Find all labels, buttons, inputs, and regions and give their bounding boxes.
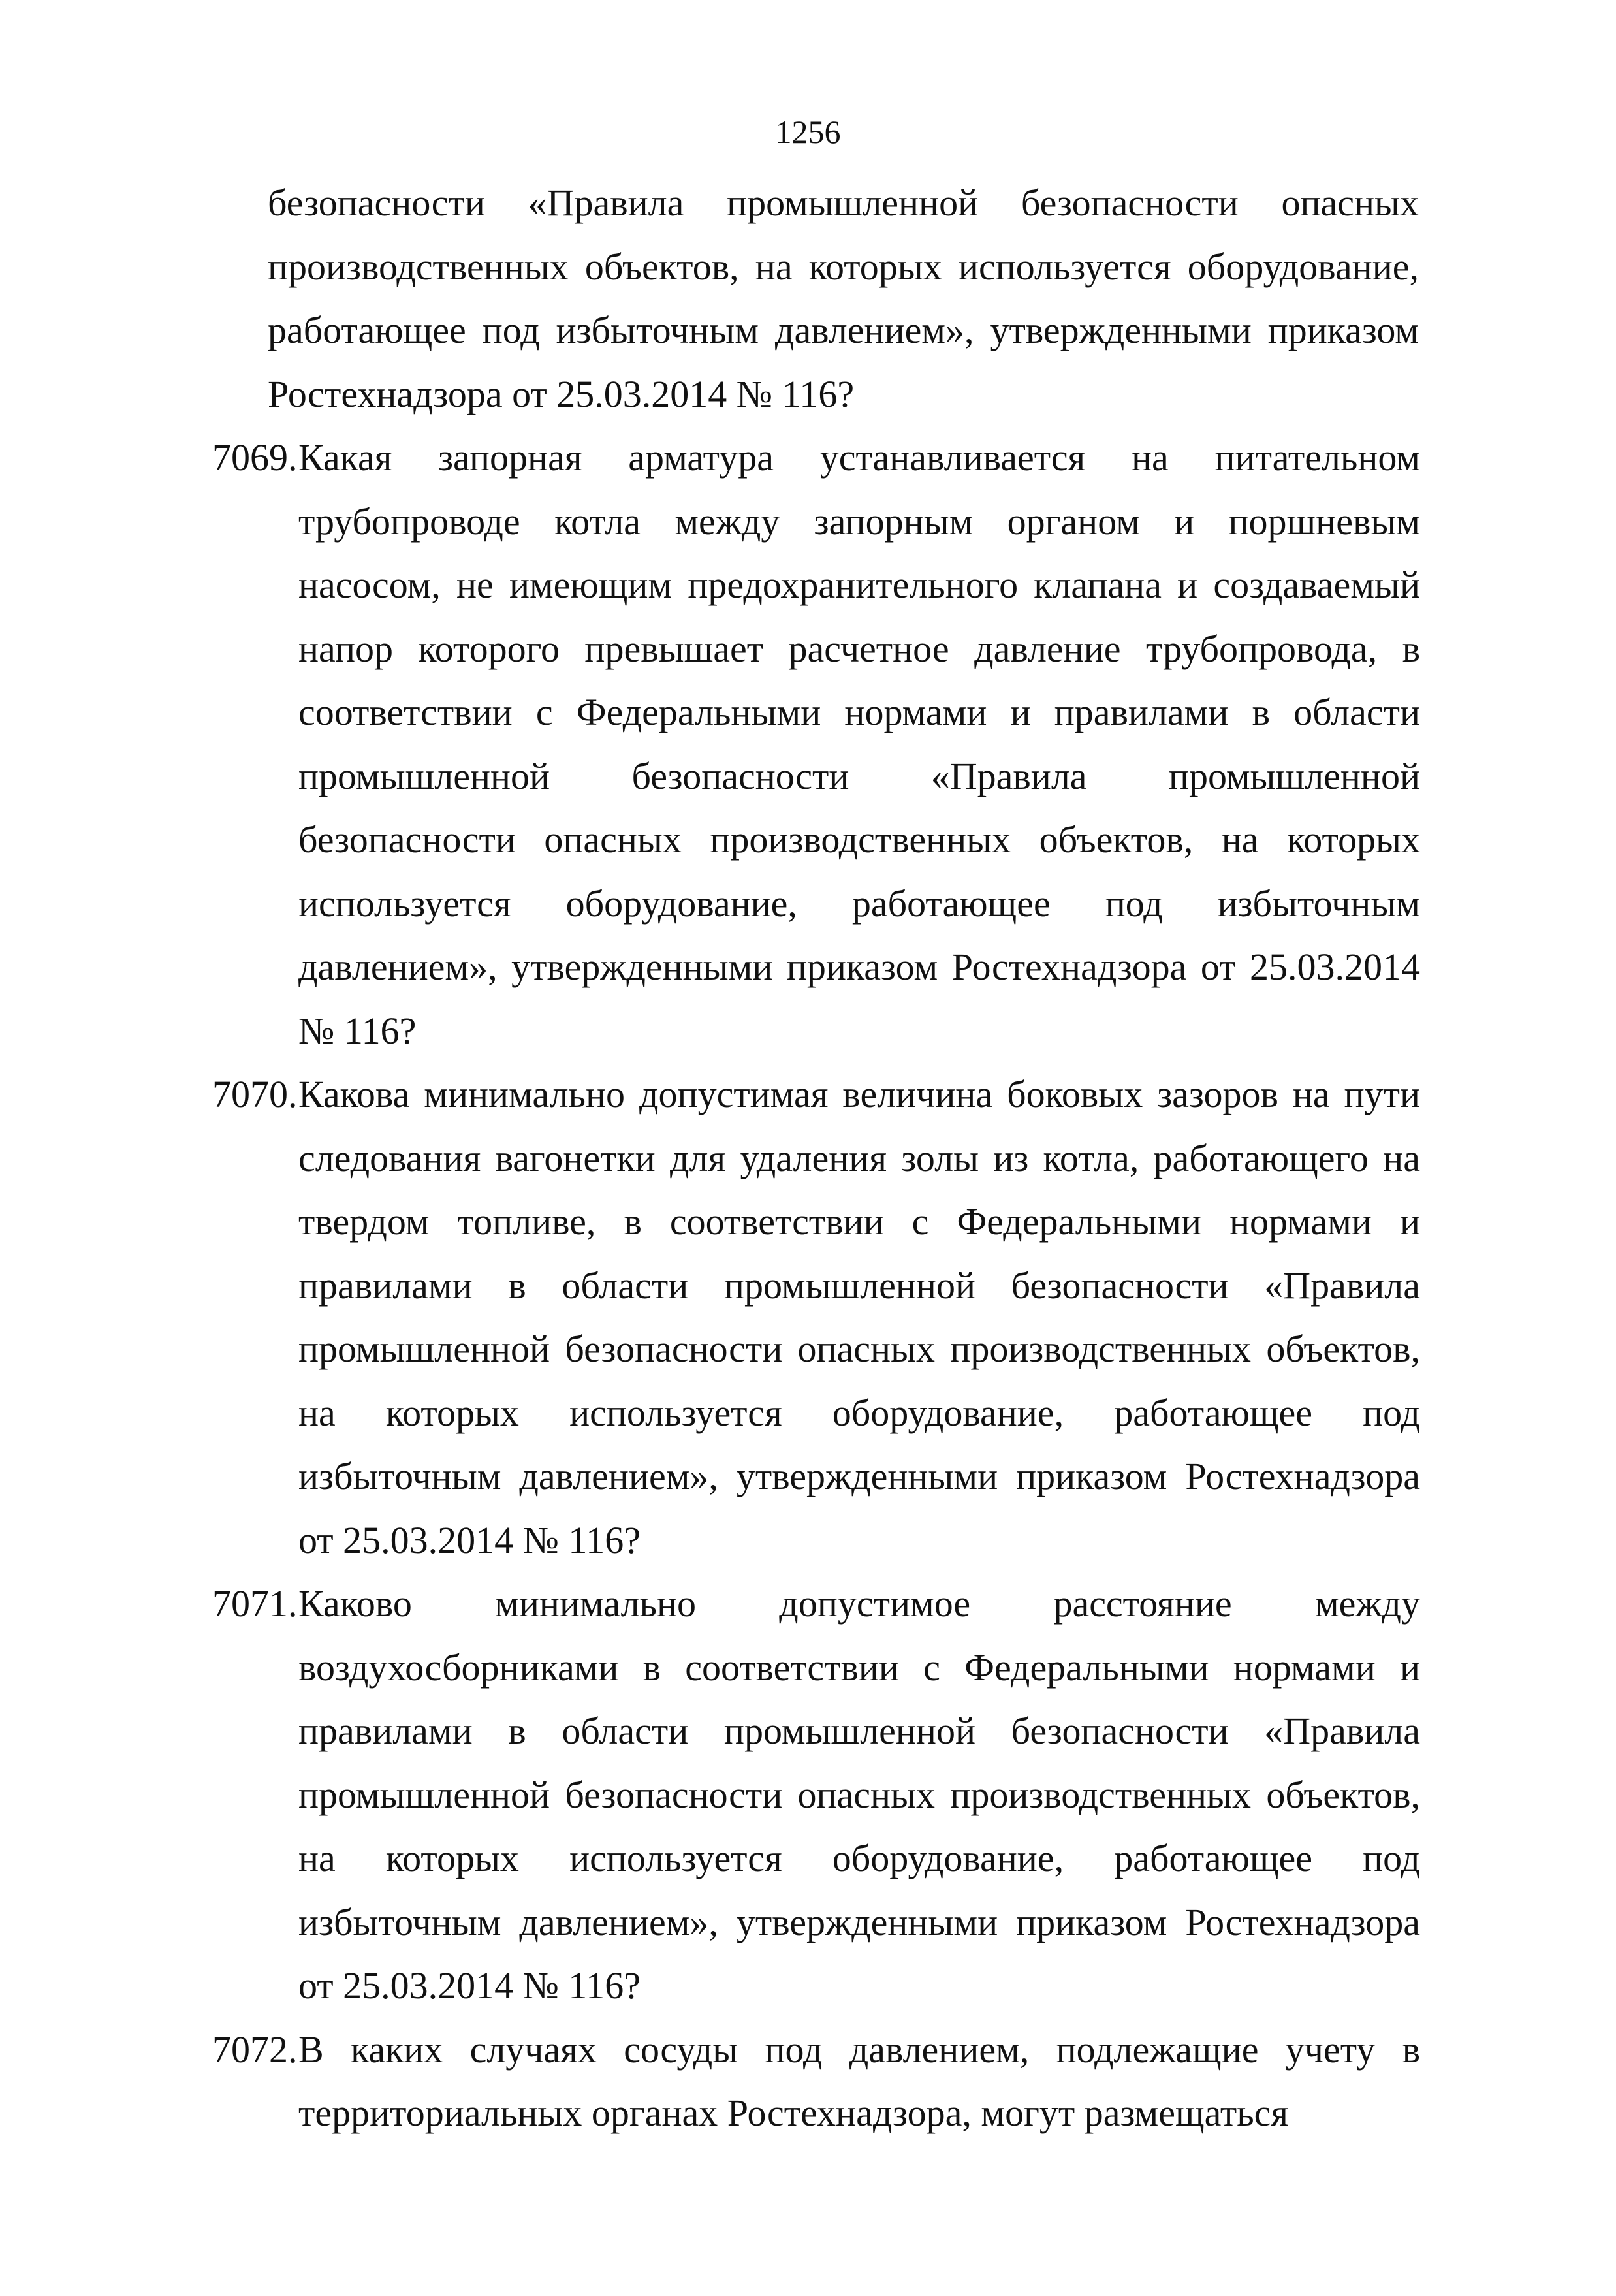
question-text: Каково минимально допустимое расстояние между воздухосборниками в соответствии с Федеральными нормами и правилами в области промышленной безопасности «Правила промышленной безопасности опасных производственных объектов, на которых используется оборудование, работающее под избыточным давлением», утвержденными приказом Ростехнадзора от 25.03.2014 № 116? (298, 1582, 1420, 2007)
question-text: Какова минимально допустимая величина боковых зазоров на пути следования вагонетки для удаления золы из котла, работающего на твердом топливе, в соответствии с Федеральными нормами и правилами в области промышленной безопасности «Правила промышленной безопасности опасных производственных объектов, на которых используется оборудование, работающее под избыточным давлением», утвержденными приказом Ростехнадзора от 25.03.2014 № 116? (298, 1073, 1420, 1561)
document-body (0, 171, 1616, 2145)
question-item-7070 (212, 1062, 1420, 1572)
question-text: Какая запорная арматура устанавливается на питательном трубопроводе котла между запорным органом и поршневым насосом, не имеющим предохранительного клапана и создаваемый напор которого превышает расчетное давление трубопровода, в соответствии с Федеральными нормами и правилами в области промышленной безопасности «Правила промышленной безопасности опасных производственных объектов, на которых используется оборудование, работающее под избыточным давлением», утвержденными приказом Ростехнадзора от 25.03.2014 № 116? (298, 436, 1420, 1052)
question-item-7071 (212, 1572, 1420, 2018)
question-number: 7071. (212, 1582, 298, 1625)
question-number: 7070. (212, 1073, 298, 1115)
lead-paragraph: безопасности «Правила промышленной безопасности опасных производственных объектов, на которых используется оборудование, работающее под избыточным давлением», утвержденными приказом Ростехнадзора от 25.03.2014 № 116? (268, 182, 1419, 415)
question-number: 7069. (212, 436, 298, 479)
question-item-7072 (212, 2018, 1420, 2145)
page-number: 1256 (775, 114, 841, 150)
question-number: 7072. (212, 2028, 298, 2071)
question-item-7069 (212, 426, 1420, 1062)
question-text: В каких случаях сосуды под давлением, подлежащие учету в территориальных органах Ростехнадзора, могут размещаться (298, 2028, 1420, 2134)
